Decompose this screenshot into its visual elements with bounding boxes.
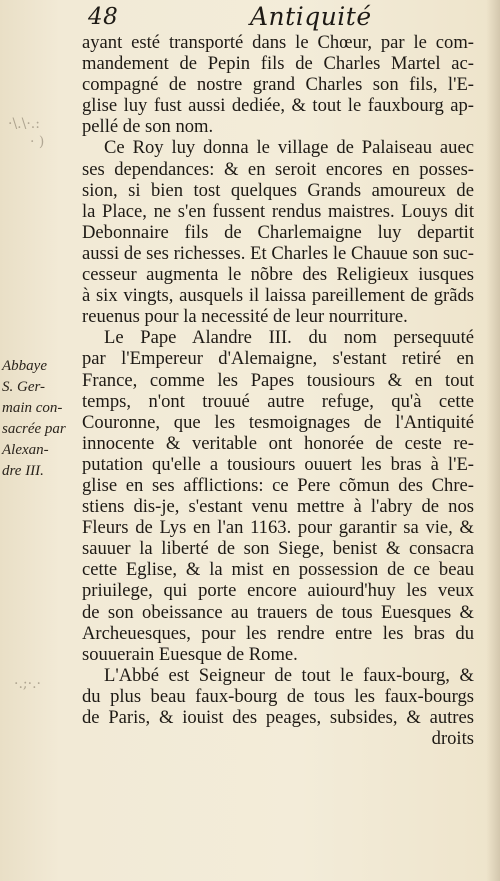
text-line: ses dependances: & en seroit encores en posses- [82,158,474,180]
text-line: Archeuesques, pour les rendre entre les bras du [82,622,474,644]
text-line: temps, n'ont trouué autre refuge, qu'à cette [82,390,474,412]
text-line: Ce Roy luy donna le village de Palaiseau auec [104,137,474,159]
text-line: cesseur augmenta le nõbre des Religieux iusques [82,264,474,286]
text-line: France, comme les Papes tousiours & en tout [82,369,474,391]
text-line: sion, si bien tost quelques Grands amoureux de [82,179,474,201]
text-line: par l'Empereur d'Alemaigne, s'estant retiré en [82,348,474,370]
text-line: sauuer la liberté de son Siege, benist & consacra [82,538,474,560]
running-head: Antiquité [250,2,372,31]
show-through-mark: · ) [30,134,45,150]
text-line: cette Eglise, & la mist en possession de ce beau [82,559,474,581]
margin-note [2,356,74,483]
page-gutter-shadow [486,0,500,881]
body-text [82,32,474,749]
margin-note-line: Abbaye [2,358,47,374]
text-line: priuilege, qui porte encore auiourd'huy les veux [82,580,474,602]
text-line: Debonnaire fils de Charlemaigne luy departit [82,221,474,243]
text-line: Fleurs de Lys en l'an 1163. pour garantir sa vie, & [82,517,474,539]
text-line: reuenus pour la necessité de leur nourriture. [82,306,408,328]
margin-note-line: dre III. [2,463,44,480]
show-through-mark: ·.;·.· [14,676,41,692]
text-line: ayant esté transporté dans le Chœur, par le com- [82,32,474,53]
text-line: stiens dis-je, s'estant venu mettre à l'abry de nos [82,496,474,518]
text-line: la Place, ne s'en fussent rendus maistres. Louys dit [82,200,474,222]
margin-note-line: S. Ger- [2,379,46,396]
text-line: de Paris, & iouist des peages, subsides, & autres [82,707,474,728]
page-number: 48 [88,4,119,30]
catchword: droits [431,728,474,750]
text-line: glise en ses afflictions: ce Pere cõmun des Chre- [82,474,474,496]
text-line: à six vingts, ausquels il laissa pareillement de grãds [82,285,474,307]
text-line: L'Abbé est Seigneur de tout le faux-bourg, & [104,664,474,686]
margin-note-line: main con- [2,400,63,417]
text-line: de son obeissance au trauers de tous Euesques & [82,601,474,623]
show-through-mark: ·\.\·.: [8,116,40,132]
margin-note-line: sacrée par [2,421,66,438]
text-line: du plus beau faux-bourg de tous les faux-bourgs [82,685,474,707]
text-line: Le Pape Alandre III. du nom persequuté [104,327,474,349]
text-line: Couronne, que les tesmoignages de l'Antiquité [82,411,474,433]
text-line: compagné de nostre grand Charles son fils, l'E- [82,74,474,96]
text-line: souuerain Euesque de Rome. [82,643,298,665]
margin-note-line: Alexan- [2,442,49,459]
text-line: pellé de son nom. [82,116,214,138]
text-line: putation qu'elle a tousiours ouuert les bras à l'E- [82,453,474,475]
text-line: aussi de ses richesses. Et Charles le Chauue son suc- [82,242,474,264]
text-line: glise luy fust aussi dediée, & tout le fauxbourg ap- [82,95,474,117]
text-line: mandement de Pepin fils de Charles Martel ac- [82,53,474,75]
text-line: innocente & veritable ont honorée de ceste re- [82,432,474,454]
